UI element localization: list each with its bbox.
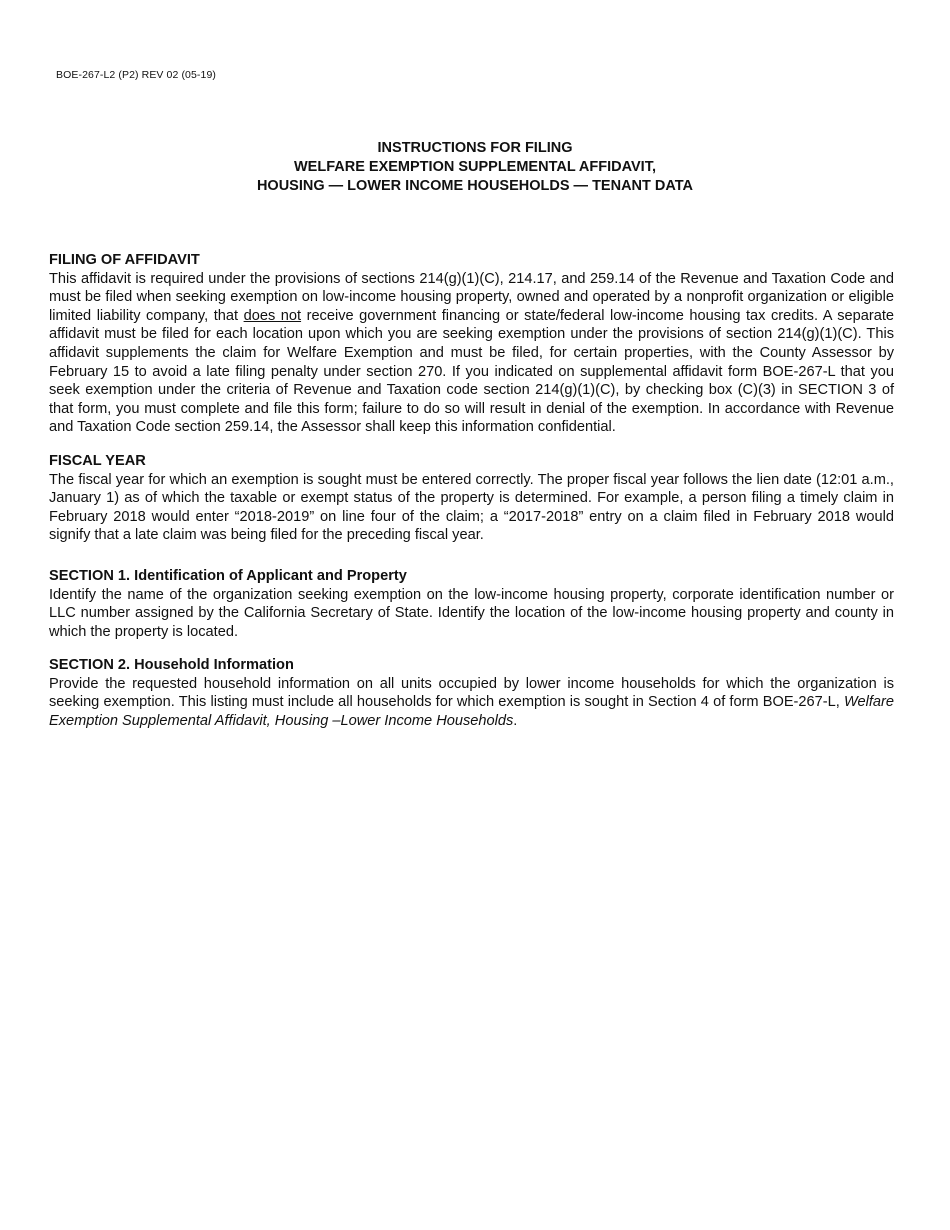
title-line-2: WELFARE EXEMPTION SUPPLEMENTAL AFFIDAVIT, <box>294 159 656 175</box>
section-heading: SECTION 1. Identification of Applicant and Property <box>49 567 407 584</box>
section-filing-of-affidavit <box>49 251 894 437</box>
instructions-body <box>49 251 894 746</box>
section-heading: FILING OF AFFIDAVIT <box>49 252 200 268</box>
section-text <box>49 270 894 437</box>
title-line-3: HOUSING — LOWER INCOME HOUSEHOLDS — TENANT DATA <box>256 178 694 194</box>
italic-form-title: Welfare Exemption Supplemental Affidavit, Housing –Lower Income Households <box>49 694 894 730</box>
text-run: receive government financing or state/federal low-income housing tax credits. A separate affidavit must be filed for each location upon which you are seeking exemption under the provisions of section 214(g)(1)(C). This affidavit supplements the claim for Welfare Exemption and must be filed, for certain properties, with the County Assessor by February 15 to avoid a late filing penalty under section 270. If you indicated on supplemental affidavit form BOE-267-L that you seek exemption under the criteria of Revenue and Taxation code section 214(g)(1)(C), by checking box (C)(3) in SECTION 3 of that form, you must complete and file this form; failure to do so will result in denial of the exemption. In accordance with Revenue and Taxation Code section 259.14, the Assessor shall keep this information confidential. <box>49 307 894 436</box>
section-1-identification <box>49 567 894 641</box>
text-run: This affidavit is required under the provisions of sections 214(g)(1)(C), 214.17, and 259.14 of the Revenue and Taxation Code and must be filed when seeking exemption on low-income housing property, owned and operated by a nonprofit organization or eligible limited liability company, that <box>49 270 894 324</box>
section-heading: SECTION 2. Household Information <box>49 657 294 674</box>
section-heading: FISCAL YEAR <box>49 452 146 469</box>
text-run: . <box>513 713 518 730</box>
section-2-household-information <box>49 656 894 730</box>
section-text: Identify the name of the organization seeking exemption on the low-income housing property, corporate identification number or LLC number assigned by the California Secretary of State. Identify the location of the low-income housing property and county in which the property is located. <box>49 586 894 640</box>
form-id: BOE-267-L2 (P2) REV 02 (05-19) <box>56 69 216 81</box>
text-run: Provide the requested household information on all units occupied by lower income households for which the organization is seeking exemption. This listing must include all households for which exemption is sought in Section 4 of form BOE-267-L, <box>49 675 894 711</box>
section-text <box>49 675 894 731</box>
title-line-1: INSTRUCTIONS FOR FILING <box>377 140 573 156</box>
section-fiscal-year <box>49 452 894 545</box>
section-text: The fiscal year for which an exemption is sought must be entered correctly. The proper fiscal year follows the lien date (12:01 a.m., January 1) as of which the taxable or exempt status of the property is determined. For example, a person filing a timely claim in February 2018 would enter “2018-2019” on line four of the claim; a “2017-2018” entry on a claim filed in February 2018 would signify that a late claim was being filed for the preceding fiscal year. <box>49 471 894 544</box>
underlined-text: does not <box>243 307 302 324</box>
document-title <box>0 139 950 196</box>
